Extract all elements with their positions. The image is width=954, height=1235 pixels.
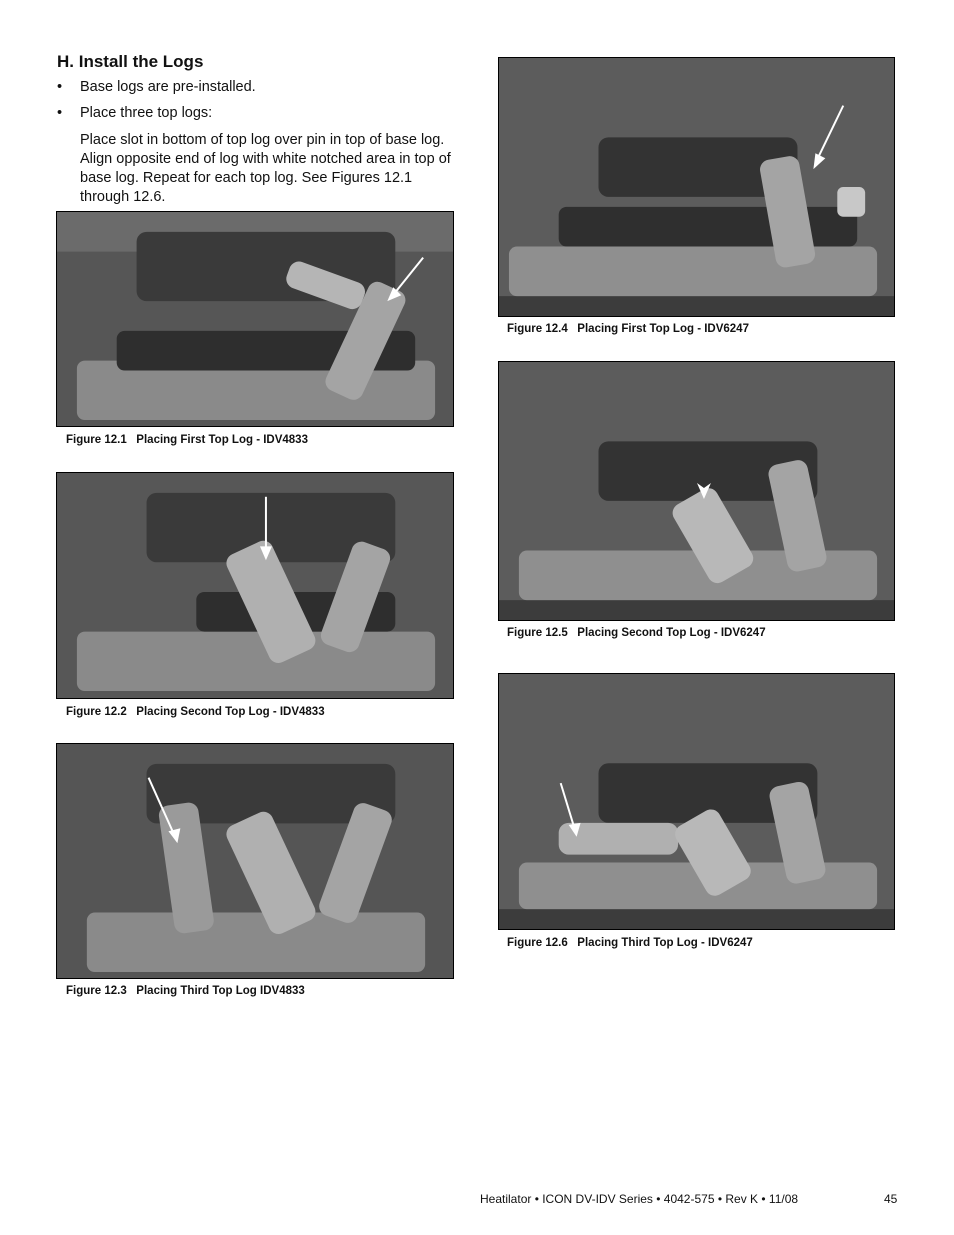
- figure-12-2-photo: [56, 472, 454, 699]
- footer-doc-info: Heatilator • ICON DV-IDV Series • 4042-575 • Rev K • 11/08: [480, 1192, 799, 1206]
- figure-caption: Figure 12.6 Placing Third Top Log - IDV6247: [507, 937, 753, 949]
- bullet-item: [57, 78, 256, 97]
- bullet-item: [57, 104, 212, 123]
- figure-caption: Figure 12.3 Placing Third Top Log IDV4833: [66, 985, 305, 997]
- figure-12-3-photo: [56, 743, 454, 979]
- figure-12-6-photo: [498, 673, 895, 930]
- bullet-text: Base logs are pre-installed.: [80, 79, 256, 95]
- figure-12-4-photo: [498, 57, 895, 317]
- figure-caption: Figure 12.5 Placing Second Top Log - IDV6247: [507, 627, 766, 639]
- figure-caption: Figure 12.1 Placing First Top Log - IDV4833: [66, 434, 308, 446]
- page-number: 45: [884, 1192, 898, 1206]
- figure-caption: Figure 12.2 Placing Second Top Log - IDV4833: [66, 706, 325, 718]
- figure-12-5-photo: [498, 361, 895, 621]
- bullet-glyph: •: [57, 79, 63, 95]
- figure-12-1-photo: [56, 211, 454, 427]
- bullet-text: Place three top logs:: [80, 105, 213, 121]
- instruction-paragraph: Place slot in bottom of top log over pin in top of base log. Align opposite end of log with white notched area in top of base log. Repeat for each top log. See Figures 12.1 through 12.6.: [80, 132, 451, 205]
- bullet-glyph: •: [57, 105, 63, 121]
- figure-caption: Figure 12.4 Placing First Top Log - IDV6247: [507, 323, 749, 335]
- section-title: H. Install the Logs: [57, 52, 204, 71]
